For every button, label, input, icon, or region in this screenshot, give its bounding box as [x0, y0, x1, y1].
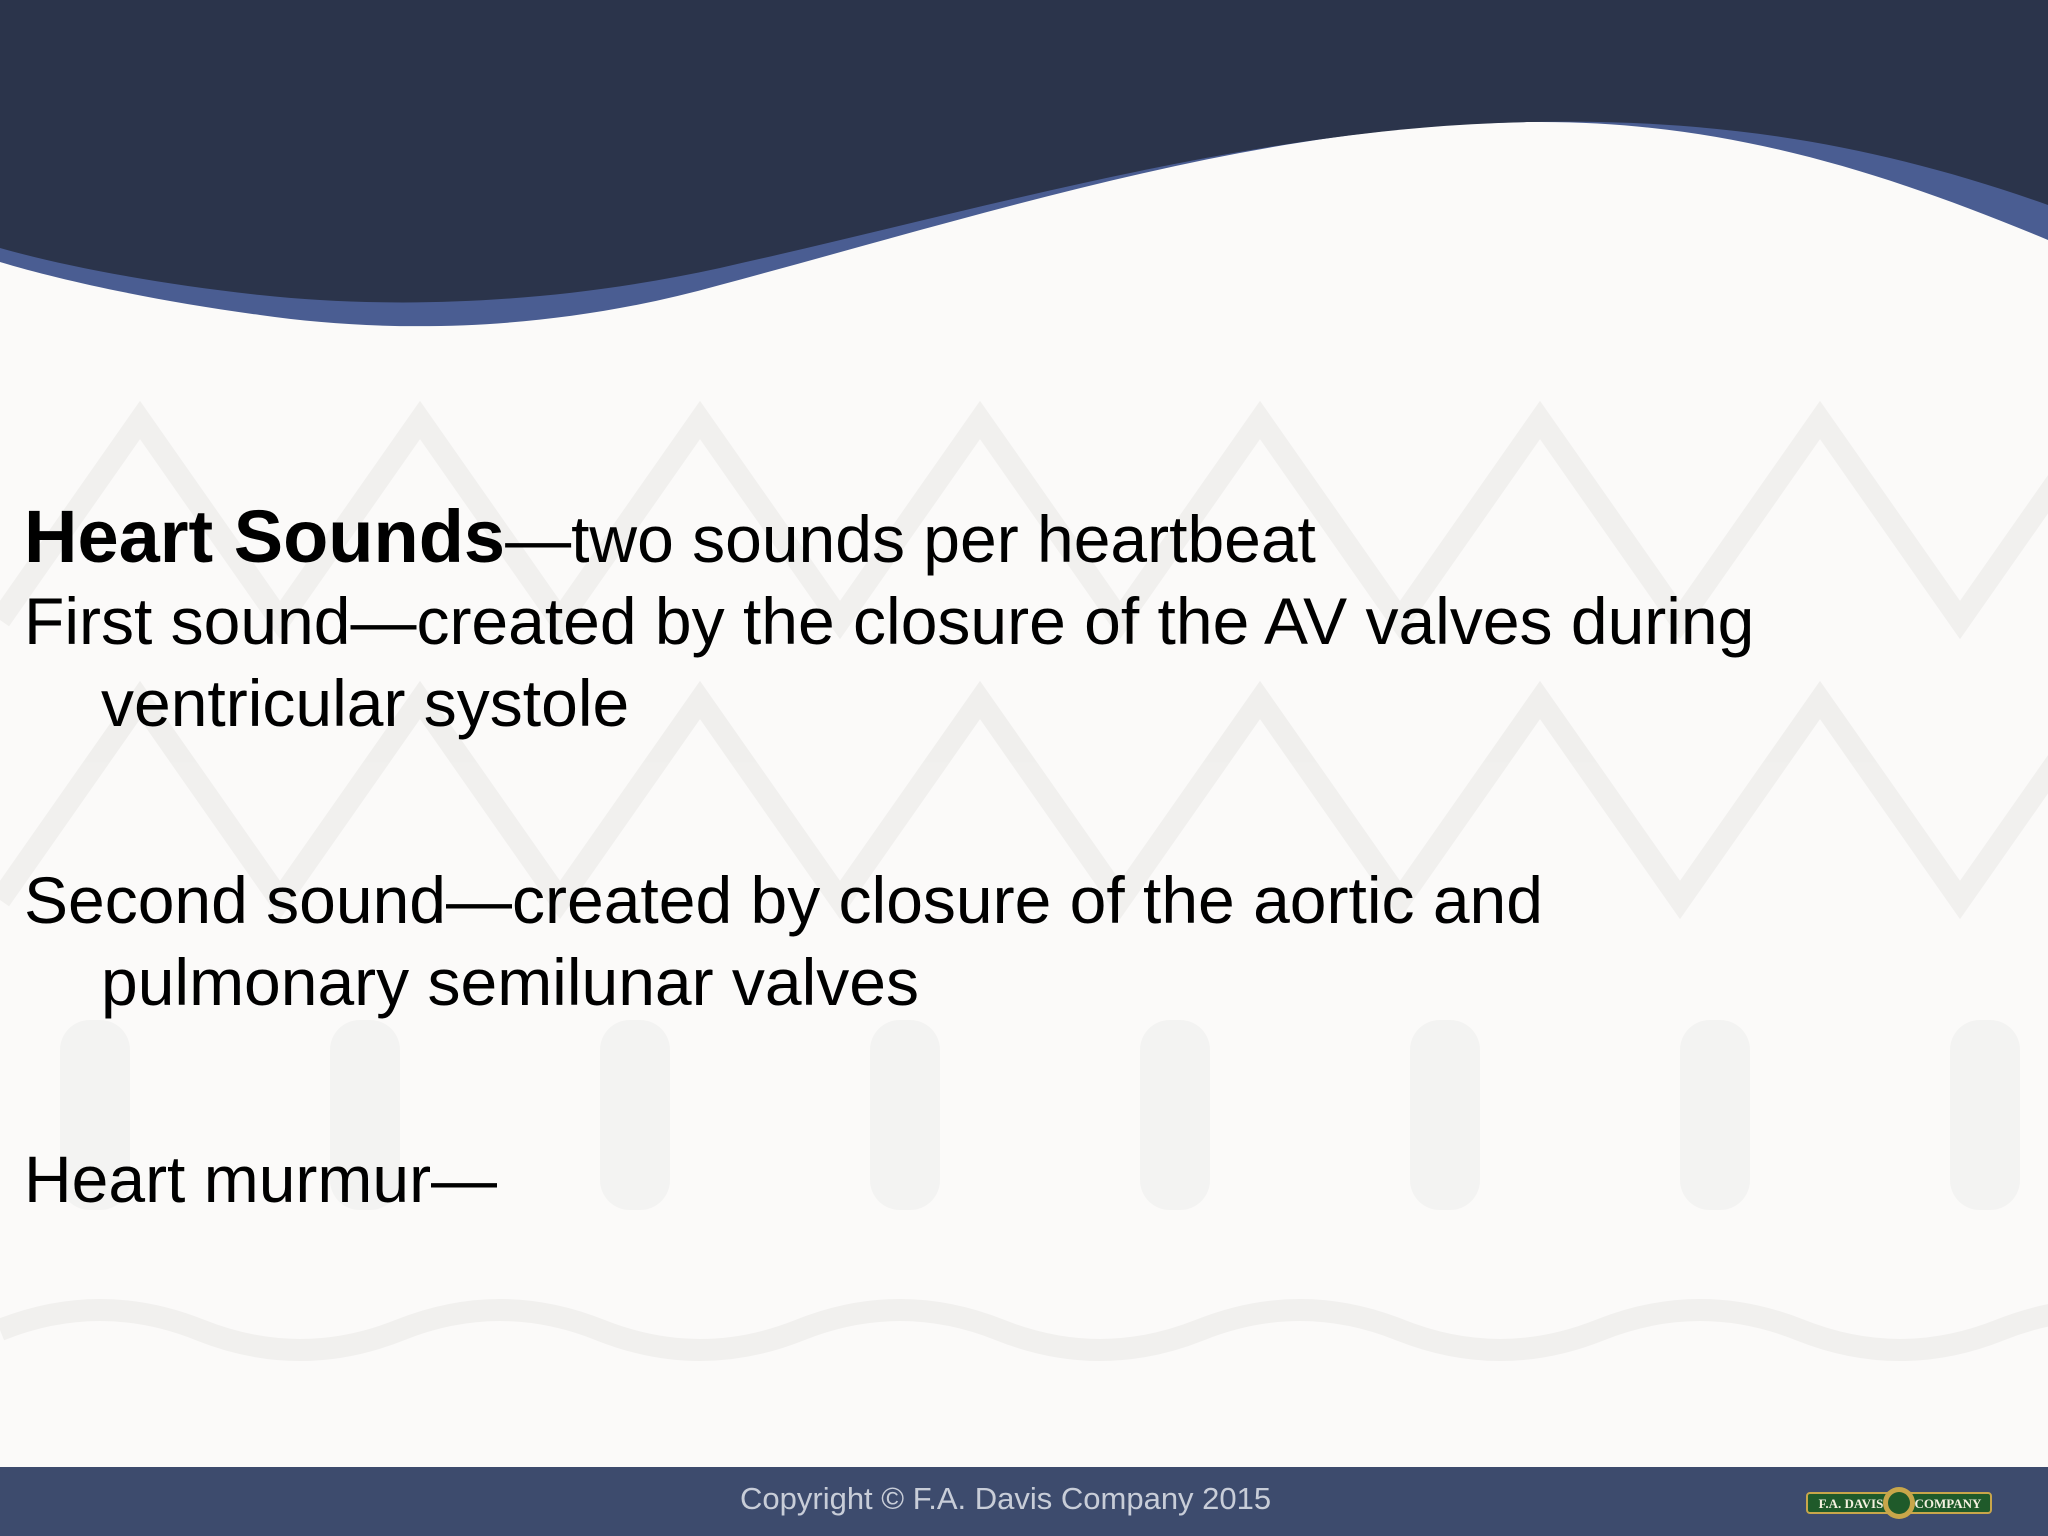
- title-bold: Heart Sounds: [24, 495, 506, 578]
- title-rest: —two sounds per heartbeat: [505, 502, 1316, 576]
- slide-body: [24, 496, 2004, 1220]
- copyright-text: Copyright © F.A. Davis Company 2015: [740, 1481, 1272, 1516]
- header-wave-dark: [0, 0, 2048, 302]
- first-sound-line1: First sound—created by the closure of the AV valves during: [24, 584, 1755, 658]
- logo-text-left: F.A. DAVIS: [1818, 1496, 1884, 1511]
- header-wave: [0, 0, 2048, 340]
- second-sound-line2: pulmonary semilunar valves: [101, 945, 920, 1019]
- logo-text-right: COMPANY: [1914, 1496, 1982, 1511]
- slide-title: [24, 496, 2004, 580]
- footer-bar: [0, 1467, 2048, 1536]
- fa-davis-logo: [1806, 1481, 1992, 1523]
- second-sound-line1: Second sound—created by closure of the aortic and: [24, 863, 1543, 937]
- heart-murmur-line: Heart murmur—: [24, 1142, 498, 1216]
- first-sound-line2: ventricular systole: [101, 666, 630, 740]
